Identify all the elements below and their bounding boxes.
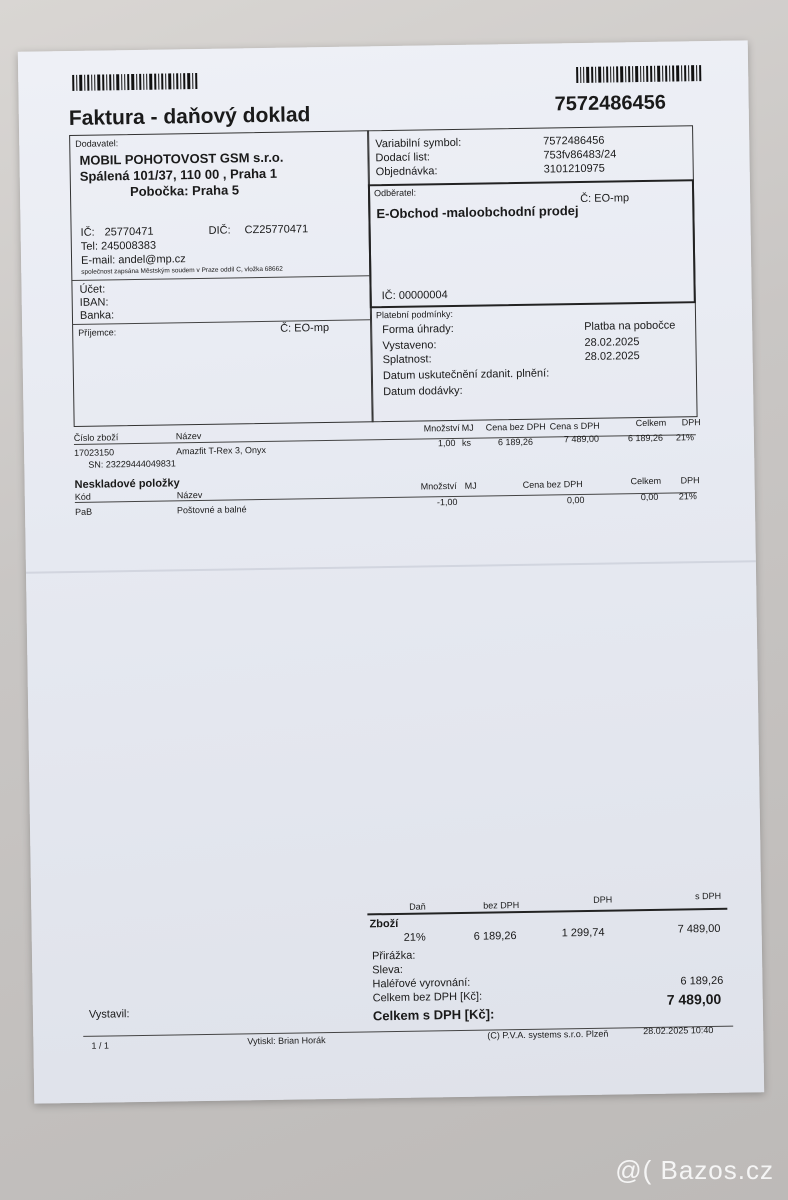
payment-form-value: Platba na pobočce (584, 319, 676, 333)
item-gross: 7 489,00 (563, 433, 600, 445)
total-net-value: 6 189,26 (680, 974, 724, 988)
printed-by: Vytiskl: Brian Horák (247, 1035, 326, 1047)
supplier-ic-label: IČ: (80, 226, 95, 239)
col-item-total: Celkem (635, 417, 667, 429)
col-ns-name: Název (176, 489, 203, 501)
sum-net: 6 189,26 (473, 930, 517, 943)
sum-col-tax: Daň (409, 901, 426, 912)
item-qty: 1,00 (437, 437, 456, 449)
sum-col-vat: DPH (593, 894, 613, 905)
iban-label: IBAN: (79, 296, 109, 309)
account-label: Účet: (79, 283, 106, 296)
supplier-dic-label: DIČ: (208, 224, 231, 237)
supplier-branch: Pobočka: Praha 5 (129, 182, 240, 200)
issued-value: 28.02.2025 (584, 336, 640, 349)
recipient-code: Č: EO-mp (280, 321, 330, 335)
due-label: Splatnost: (382, 353, 432, 367)
supplier-email: E-mail: andel@mp.cz (80, 253, 186, 267)
item-total: 6 189,26 (627, 432, 664, 444)
dl-value: 753fv86483/24 (543, 148, 617, 162)
supplier-tel: Tel: 245008383 (80, 239, 157, 253)
delivery-date-label: Datum dodávky: (383, 384, 463, 399)
customer-name: E-Obchod -maloobchodní prodej (376, 203, 579, 222)
barcode-left (72, 73, 222, 91)
ns-vat: 21% (678, 491, 697, 502)
paper-fold (26, 560, 756, 573)
col-item-qty: Množství (423, 422, 460, 434)
dl-label: Dodací list: (375, 151, 431, 165)
invoice-paper (18, 40, 764, 1103)
col-ns-net: Cena bez DPH (522, 478, 583, 490)
items-header-line (74, 434, 696, 445)
sum-rate: 21% (403, 931, 426, 944)
item-code: 17023150 (74, 447, 115, 458)
ns-name: Poštovné a balné (176, 504, 247, 516)
col-ns-code: Kód (74, 491, 91, 502)
software-credit: (C) P.V.A. systems s.r.o. Plzeň (487, 1028, 609, 1041)
issued-by-label: Vystavil: (88, 1008, 130, 1021)
col-ns-qty: Množství (420, 480, 457, 492)
customer-code: Č: EO-mp (580, 192, 630, 205)
item-name: Amazfit T-Rex 3, Onyx (176, 444, 267, 457)
total-gross-label: Celkem s DPH [Kč]: (372, 1006, 495, 1024)
col-item-code: Číslo zboží (73, 432, 119, 443)
barcode-right (576, 65, 726, 83)
supplier-name: MOBIL POHOTOVOST GSM s.r.o. (79, 149, 284, 168)
col-item-mj: MJ (461, 422, 474, 433)
discount-label: Sleva: (372, 963, 403, 977)
invoice-title: Faktura - daňový doklad (68, 103, 311, 131)
duzp-label: Datum uskutečnění zdanit. plnění: (382, 367, 550, 383)
item-serial: SN: 23229444049831 (88, 458, 176, 470)
item-vat: 21% (675, 432, 695, 443)
vs-label: Variabilní symbol: (375, 136, 462, 151)
supplier-address: Spálená 101/37, 110 00 , Praha 1 (79, 165, 278, 184)
supplier-register: společnost zapsána Městským soudem v Praze oddíl C, vložka 68662 (81, 265, 283, 276)
bazos-watermark: @( Bazos.cz (615, 1155, 774, 1185)
ns-qty: -1,00 (436, 496, 458, 508)
ns-net: 0,00 (566, 494, 585, 506)
sum-goods-label: Zboží (369, 917, 399, 931)
col-item-gross: Cena s DPH (549, 420, 600, 432)
nonstock-title: Neskladové položky (74, 477, 180, 491)
sum-gross: 7 489,00 (677, 922, 721, 936)
obj-label: Objednávka: (375, 165, 438, 179)
customer-label: Odběratel: (373, 187, 417, 199)
sum-vat: 1 299,74 (561, 926, 605, 940)
total-gross-value: 7 489,00 (666, 990, 722, 1008)
col-ns-total: Celkem (630, 475, 662, 487)
col-item-vat: DPH (681, 417, 701, 428)
total-net-label: Celkem bez DPH [Kč]: (372, 990, 483, 1005)
due-value: 28.02.2025 (584, 350, 640, 363)
col-item-net: Cena bez DPH (485, 421, 546, 433)
recipient-label: Příjemce: (78, 327, 117, 338)
supplier-dic: CZ25770471 (244, 223, 309, 237)
col-item-name: Název (175, 430, 202, 442)
payment-label: Platební podmínky: (375, 308, 454, 321)
vs-value: 7572486456 (543, 134, 605, 148)
customer-ic: IČ: 00000004 (381, 289, 448, 303)
ns-code: PaB (74, 506, 93, 517)
item-net: 6 189,26 (497, 436, 534, 448)
col-ns-mj: MJ (464, 480, 477, 491)
nonstock-header-line (75, 489, 697, 506)
page-counter: 1 / 1 (91, 1040, 109, 1051)
rounding-label: Haléřové vyrovnání: (372, 976, 471, 991)
surcharge-label: Přirážka: (371, 949, 416, 963)
ns-total: 0,00 (640, 491, 659, 503)
payment-form-label: Forma úhrady: (382, 322, 454, 337)
col-ns-vat: DPH (680, 475, 700, 486)
supplier-label: Dodavatel: (75, 138, 119, 149)
item-mj: ks (461, 437, 472, 448)
document-number: 7572486456 (554, 91, 667, 116)
sum-col-net: bez DPH (483, 900, 520, 911)
issued-label: Vystaveno: (382, 339, 437, 353)
print-datetime: 28.02.2025 10:40 (643, 1024, 714, 1037)
obj-value: 3101210975 (543, 162, 605, 176)
bank-label: Banka: (79, 309, 115, 322)
sum-col-gross: s DPH (695, 890, 722, 902)
supplier-ic: 25770471 (104, 225, 154, 239)
footer-line (83, 1026, 733, 1037)
